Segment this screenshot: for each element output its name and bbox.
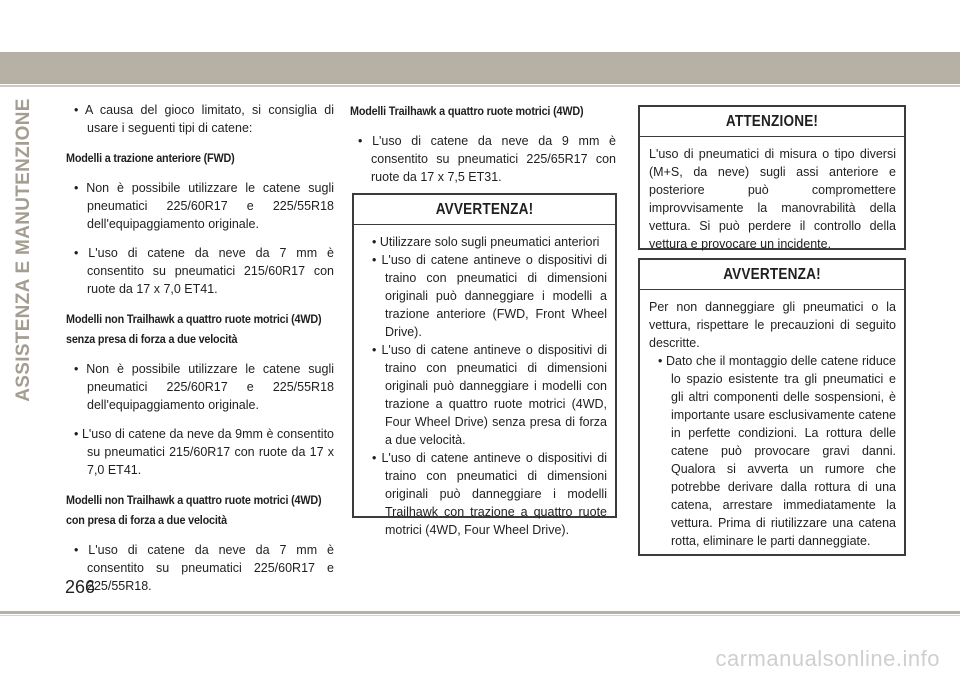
- warning-box-damage: [638, 258, 906, 556]
- bullet-fwd-7mm: • L'uso di catene da neve da 7 mm è consentito su pneumatici 215/60R17 con ruote da 17 x 7,0 ET41.: [74, 246, 334, 296]
- bullet-trailhawk-9mm: • L'uso di catene da neve da 9 mm è consentito su pneumatici 225/65R17 con ruote da 17 x 7,5 ET31.: [358, 134, 616, 184]
- heading-4wd-with-pto: Modelli non Trailhawk a quattro ruote motrici (4WD) con presa di forza a due velocità: [66, 493, 322, 527]
- warning-item: • L'uso di catene antineve o dispositivi di traino con pneumatici di dimensioni originali può danneggiare i modelli Trailhawk con trazione a quattro ruote motrici (4WD, Four Wheel Drive).: [372, 451, 607, 537]
- heading-trailhawk: Modelli Trailhawk a quattro ruote motrici (4WD): [350, 104, 584, 118]
- heading-fwd: Modelli a trazione anteriore (FWD): [66, 151, 235, 165]
- footer-rule: [0, 611, 960, 614]
- caution-box-body: [640, 137, 904, 261]
- bullet-4wd-no-chains: • Non è possibile utilizzare le catene sugli pneumatici 225/60R17 e 225/55R18 dell'equipaggiamento originale.: [74, 362, 334, 412]
- warning-box-title: AVVERTENZA!: [435, 201, 534, 218]
- warning-box-body: [354, 225, 615, 547]
- caution-box-tires: [638, 105, 906, 250]
- warning-item: • Dato che il montaggio delle catene riduce lo spazio esistente tra gli pneumatici e gli altri componenti delle sospensioni, è importante usare esclusivamente catene in perfette condizioni. La rottura delle catene può provocare gravi danni. Qualora si avverta un rumore che potrebbe derivare dalla rottura di una catena, arrestare immediatamente la vettura. Prima di riutilizzare una catena rotta, eliminare le parti danneggiate.: [658, 354, 896, 548]
- header-band: [0, 52, 960, 84]
- bullet-fwd-no-chains: • Non è possibile utilizzare le catene sugli pneumatici 225/60R17 e 225/55R18 dell'equipaggiamento originale.: [74, 181, 334, 231]
- section-side-label-text: ASSISTENZA E MANUTENZIONE: [13, 98, 34, 402]
- footer-rule-thin: [0, 615, 960, 616]
- warning-item: • L'uso di catene antineve o dispositivi di traino con pneumatici di dimensioni originali può danneggiare i modelli a trazione anteriore (FWD, Front Wheel Drive).: [372, 253, 607, 339]
- bullet-4wd-pto-7mm: • L'uso di catene da neve da 7 mm è consentito su pneumatici 225/60R17 e 225/55R18.: [74, 543, 334, 593]
- warning-box-chains: [352, 193, 617, 537]
- section-side-label: [2, 100, 46, 400]
- heading-4wd-without-pto: Modelli non Trailhawk a quattro ruote motrici (4WD) senza presa di forza a due velocità: [66, 312, 322, 346]
- header-rule: [0, 85, 960, 87]
- bullet-chain-types: • A causa del gioco limitato, si consiglia di usare i seguenti tipi di catene:: [74, 103, 334, 135]
- watermark: carmanualsonline.info: [715, 646, 940, 671]
- caution-box-title: ATTENZIONE!: [725, 113, 819, 130]
- page-number: 266: [65, 577, 96, 597]
- warning-box-body: [640, 290, 904, 558]
- column-left: [66, 101, 334, 606]
- caution-text: L'uso di pneumatici di misura o tipo diversi (M+S, da neve) sugli assi anteriore e posteriore può compromettere improvvisamente la manovrabilità della vettura. Si può perdere il controllo della vettura e provocare un incidente.: [649, 147, 896, 251]
- warning-item: • L'uso di catene antineve o dispositivi di traino con pneumatici di dimensioni originali può danneggiare i modelli con trazione a quattro ruote motrici (4WD, Four Wheel Drive) senza presa di forza a due velocità.: [372, 343, 607, 447]
- bullet-4wd-9mm: • L'uso di catene da neve da 9mm è consentito su pneumatici 215/60R17 con ruote da 17 x 7,0 ET41.: [74, 427, 334, 477]
- column-middle: [350, 101, 616, 197]
- warning-box-title: AVVERTENZA!: [723, 266, 821, 283]
- warning-intro: Per non danneggiare gli pneumatici o la vettura, rispettare le precauzioni di seguito descritte.: [649, 300, 896, 350]
- warning-item: • Utilizzare solo sugli pneumatici anteriori: [372, 235, 600, 249]
